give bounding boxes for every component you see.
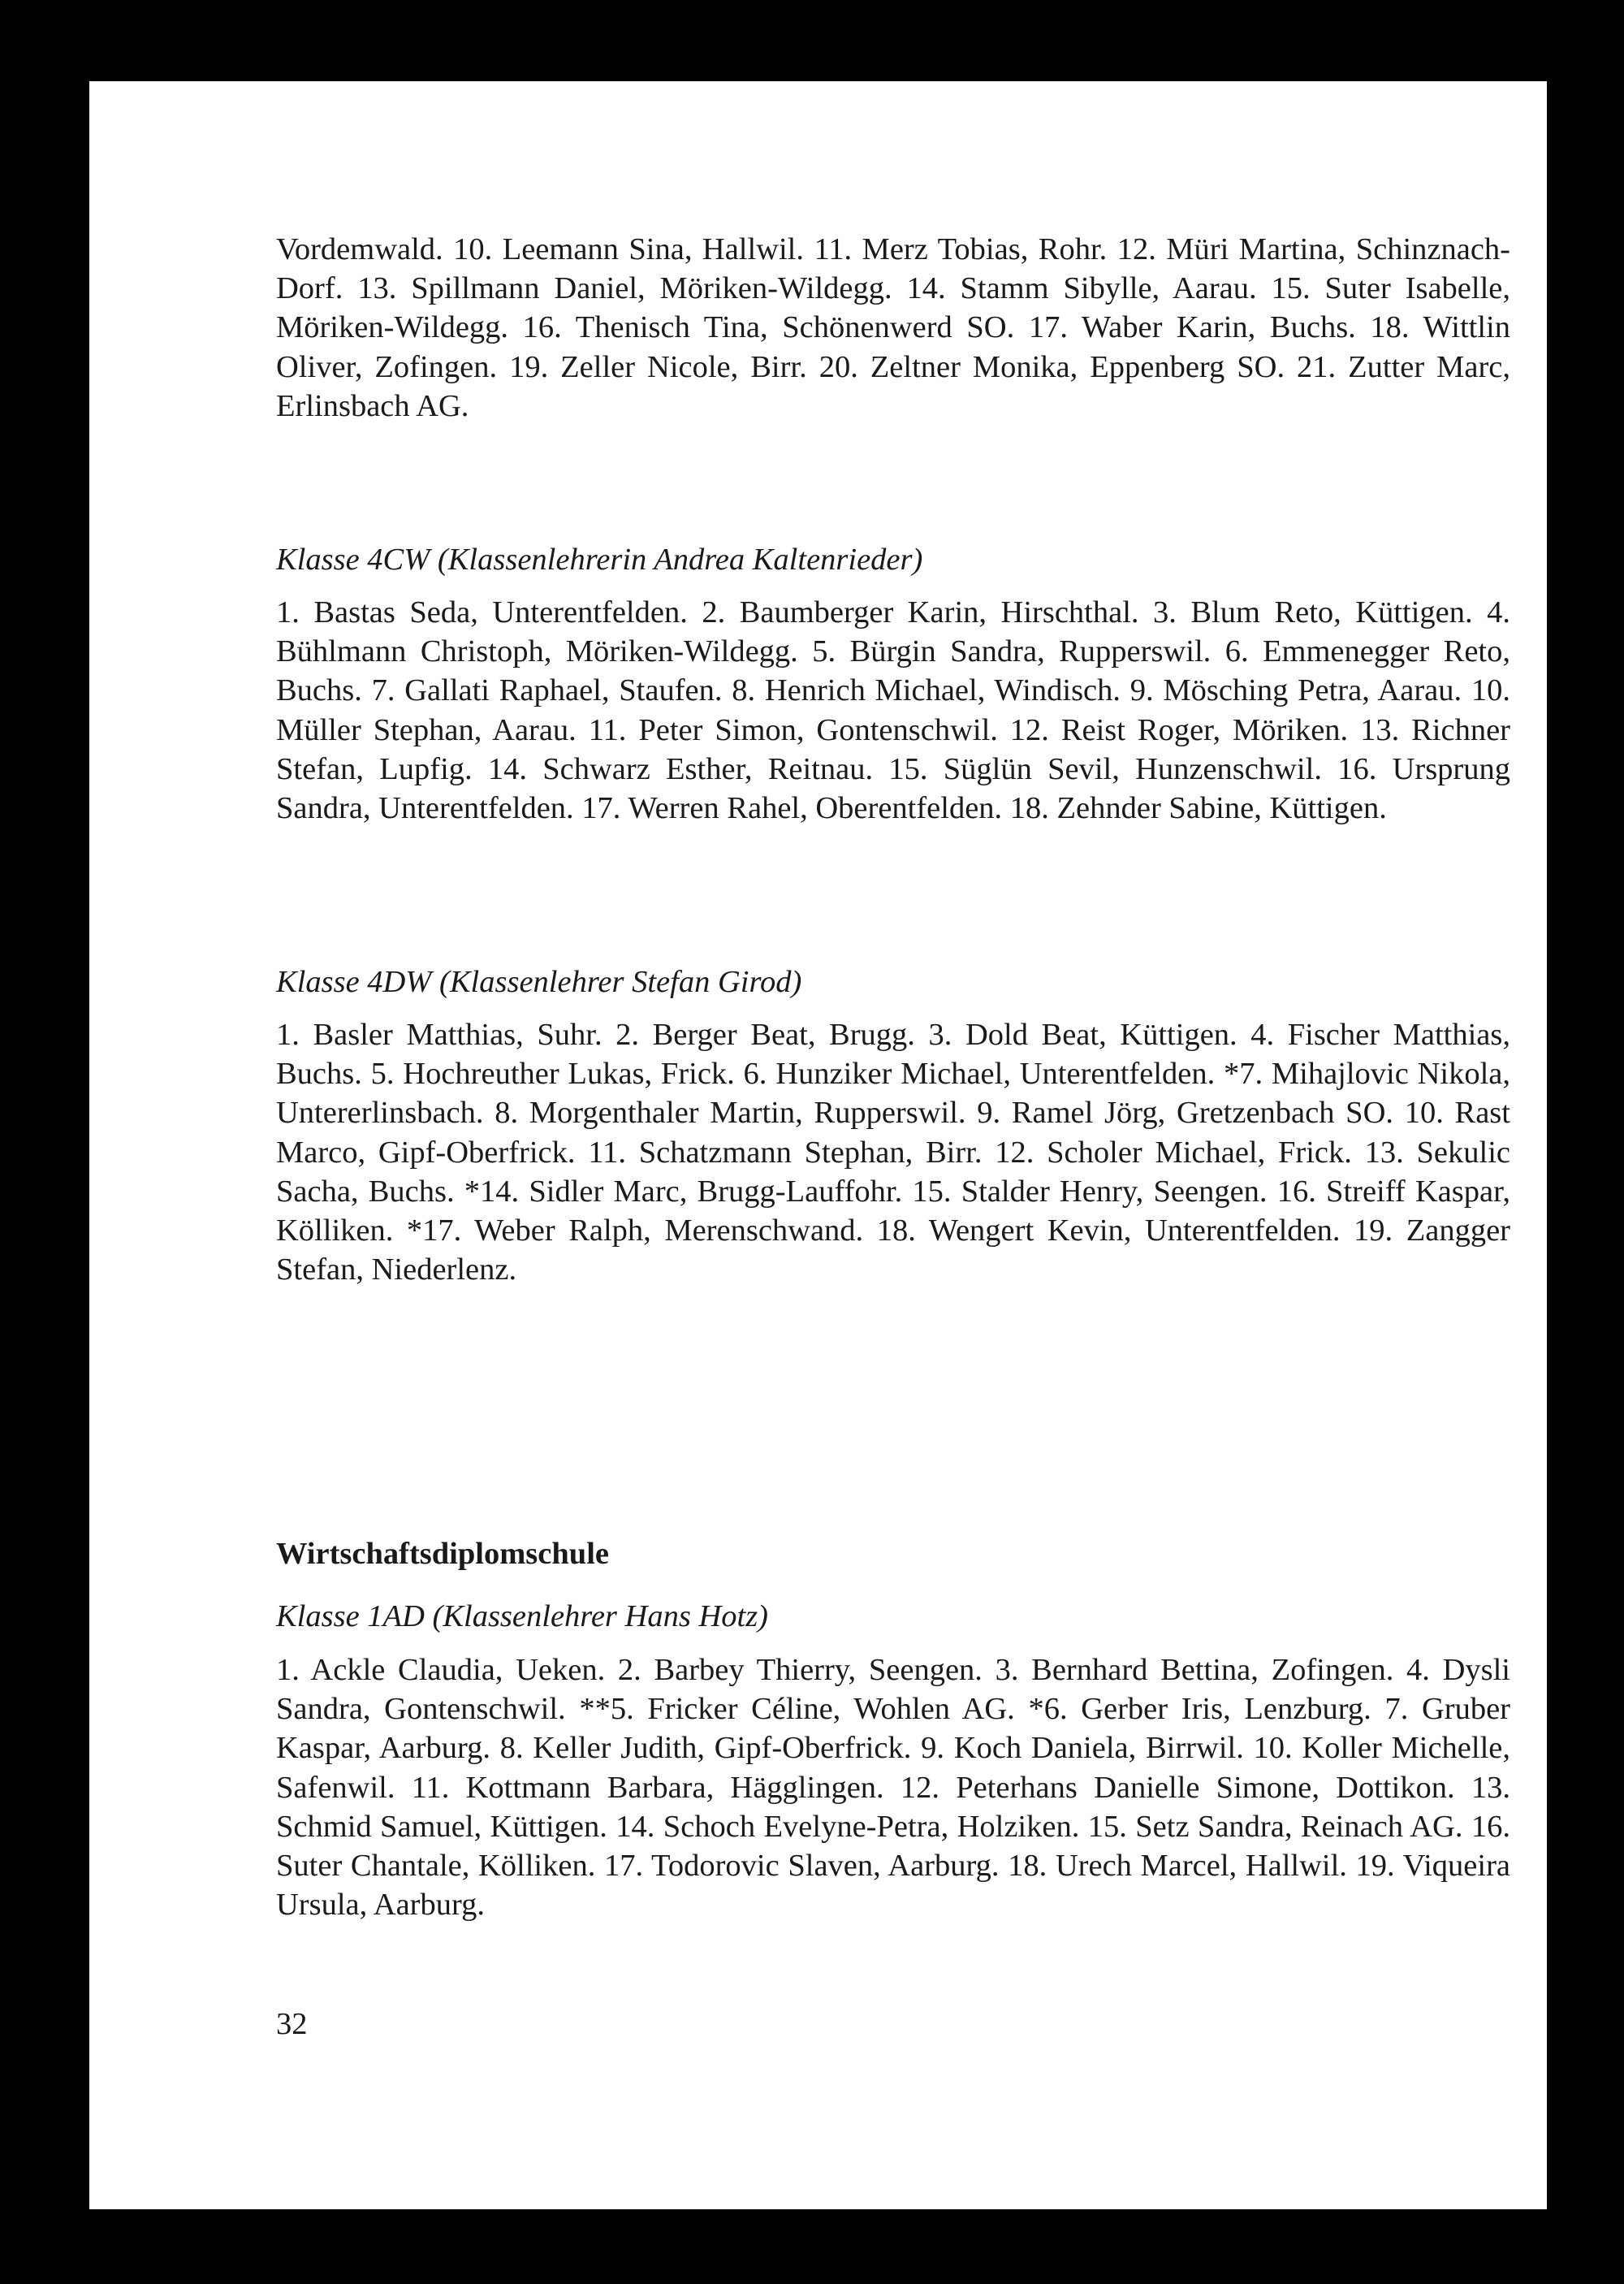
page-number: 32	[276, 2007, 308, 2041]
class-heading-4dw: Klasse 4DW (Klassenlehrer Stefan Girod)	[276, 965, 802, 999]
student-list-1ad: 1. Ackle Claudia, Ueken. 2. Barbey Thierry, Seengen. 3. Bernhard Bettina, Zofingen. 4. Dysli Sandra, Gontenschwil. **5. Fricker Céline, Wohlen AG. *6. Gerber Iris, Lenzburg. 7. Gruber Kaspar, Aarburg. 8. Keller Judith, Gipf-Oberfrick. 9. Koch Daniela, Birrwil. 10. Koller Michelle, Safenwil. 11. Kottmann Barbara, Hägglingen. 12. Peterhans Danielle Simone, Dottikon. 13. Schmid Samuel, Küttigen. 14. Schoch Evelyne-Petra, Holziken. 15. Setz Sandra, Reinach AG. 16. Suter Chantale, Kölliken. 17. Todorovic Slaven, Aarburg. 18. Urech Marcel, Hallwil. 19. Viqueira Ursula, Aarburg.	[276, 1653, 1510, 1923]
section-heading-wirtschaftsdiplomschule: Wirtschaftsdiplomschule	[276, 1537, 609, 1571]
class-heading-1ad: Klasse 1AD (Klassenlehrer Hans Hotz)	[276, 1599, 768, 1633]
student-list-4cw: 1. Bastas Seda, Unterentfelden. 2. Baumberger Karin, Hirschthal. 3. Blum Reto, Küttigen. 4. Bühlmann Christoph, Möriken-Wildegg. 5. Bürgin Sandra, Rupperswil. 6. Emmenegger Reto, Buchs. 7. Gallati Raphael, Staufen. 8. Henrich Michael, Windisch. 9. Mösching Petra, Aarau. 10. Müller Stephan, Aarau. 11. Peter Simon, Gontenschwil. 12. Reist Roger, Möriken. 13. Richner Stefan, Lupfig. 14. Schwarz Esther, Reitnau. 15. Süglün Sevil, Hunzenschwil. 16. Ursprung Sandra, Unterentfelden. 17. Werren Rahel, Oberentfelden. 18. Zehnder Sabine, Küttigen.	[276, 595, 1510, 826]
document-page	[89, 81, 1547, 2209]
intro-paragraph: Vordemwald. 10. Leemann Sina, Hallwil. 11. Merz Tobias, Rohr. 12. Müri Martina, Schinznach-Dorf. 13. Spillmann Daniel, Möriken-Wildegg. 14. Stamm Sibylle, Aarau. 15. Suter Isabelle, Möriken-Wildegg. 16. Thenisch Tina, Schönenwerd SO. 17. Waber Karin, Buchs. 18. Wittlin Oliver, Zofingen. 19. Zeller Nicole, Birr. 20. Zeltner Monika, Eppenberg SO. 21. Zutter Marc, Erlinsbach AG.	[276, 232, 1510, 423]
student-list-4dw: 1. Basler Matthias, Suhr. 2. Berger Beat, Brugg. 3. Dold Beat, Küttigen. 4. Fischer Matthias, Buchs. 5. Hochreuther Lukas, Frick. 6. Hunziker Michael, Unterentfelden. *7. Mihajlovic Nikola, Untererlinsbach. 8. Morgenthaler Martin, Rupperswil. 9. Ramel Jörg, Gretzenbach SO. 10. Rast Marco, Gipf-Oberfrick. 11. Schatzmann Stephan, Birr. 12. Scholer Michael, Frick. 13. Sekulic Sacha, Buchs. *14. Sidler Marc, Brugg-Lauffohr. 15. Stalder Henry, Seengen. 16. Streiff Kaspar, Kölliken. *17. Weber Ralph, Merenschwand. 18. Wengert Kevin, Unterentfelden. 19. Zangger Stefan, Niederlenz.	[276, 1018, 1510, 1287]
class-heading-4cw: Klasse 4CW (Klassenlehrerin Andrea Kaltenrieder)	[276, 543, 923, 577]
